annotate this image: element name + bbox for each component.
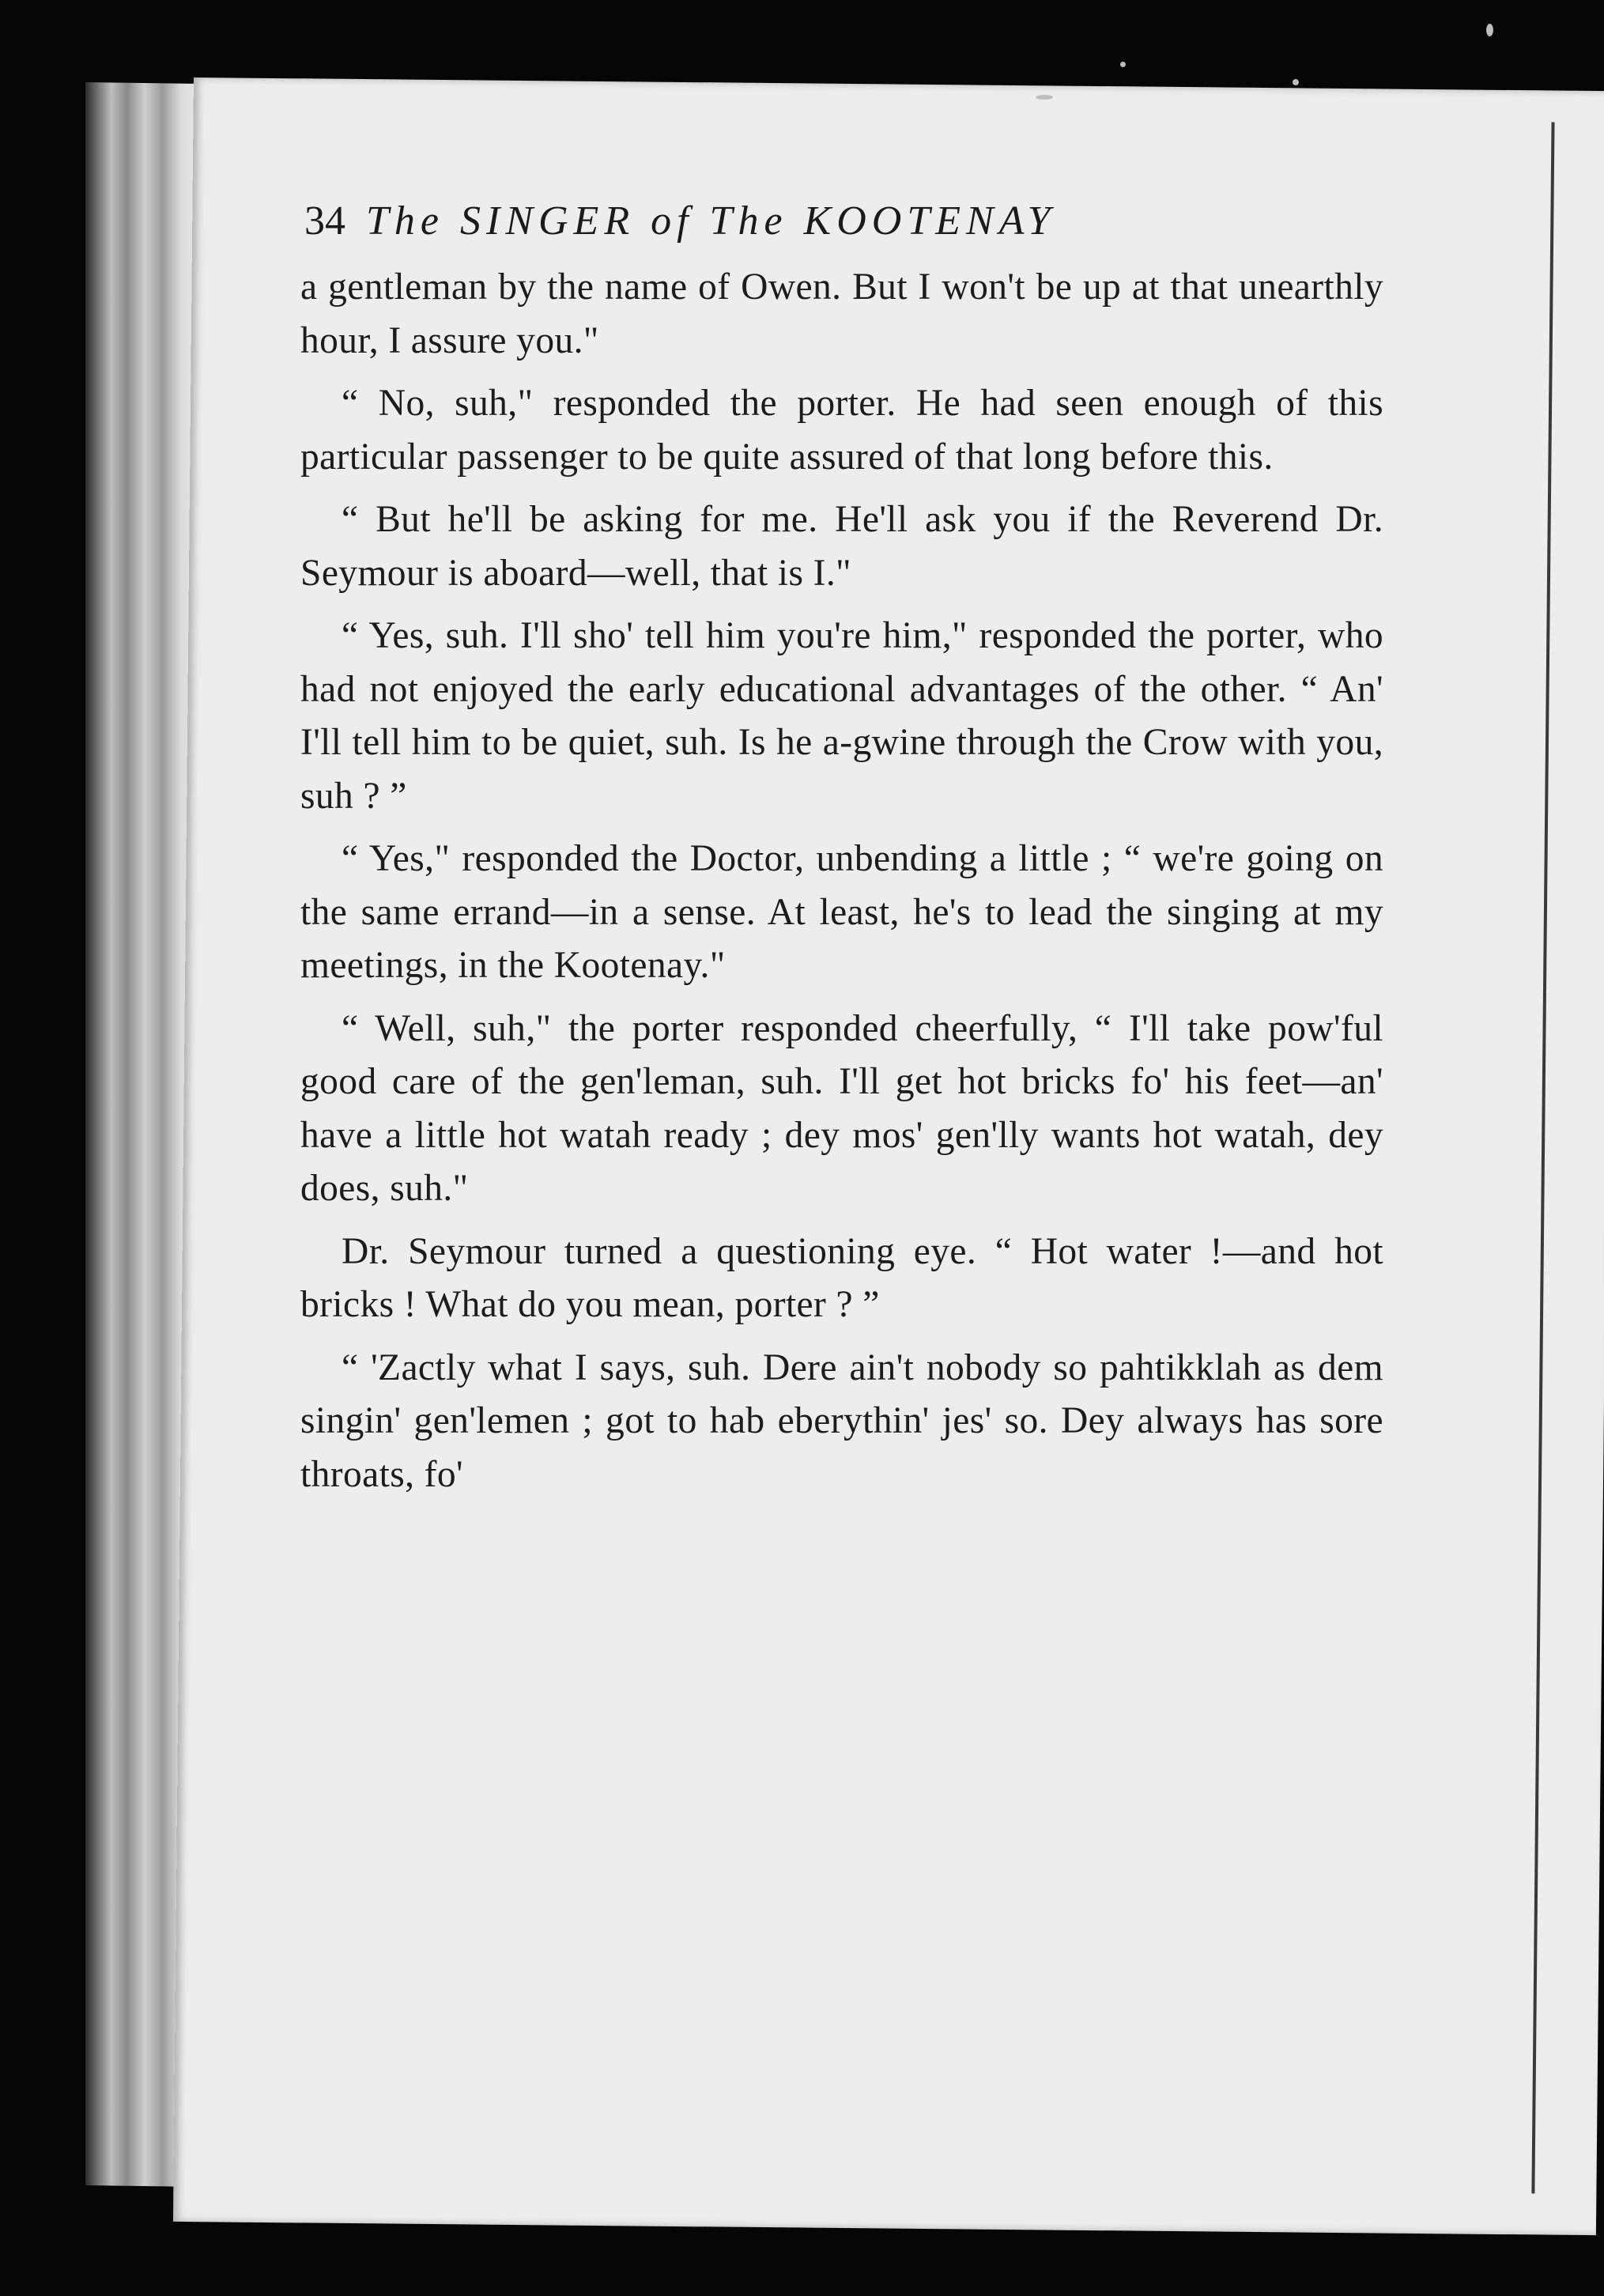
page-gutter-line bbox=[1531, 122, 1554, 2193]
paragraph: a gentleman by the name of Owen. But I won't be up at that unearthly hour, I assure you." bbox=[300, 266, 1383, 361]
dust-speck bbox=[1486, 24, 1493, 36]
paragraph: “ Yes, suh. I'll sho' tell him you're him," responded the porter, who had not enjoyed the early educational advantages of the other. “ An' I'll tell him to be quiet, suh. Is he a-gwine through the Crow with you, suh ? ” bbox=[300, 615, 1383, 817]
running-header bbox=[304, 198, 1056, 244]
paragraph: “ 'Zactly what I says, suh. Dere ain't nobody so pahtikklah as dem singin' gen'lemen ; got to hab eberythin' jes' so. Dey always has sore throats, fo' bbox=[300, 1346, 1383, 1495]
paragraph: “ Well, suh," the porter responded cheerfully, “ I'll take pow'ful good care of the gen'leman, suh. I'll get hot bricks fo' his feet—an' have a little hot watah ready ; dey mos' gen'lly wants hot watah, dey does, suh." bbox=[300, 1007, 1383, 1209]
body-text bbox=[300, 261, 1383, 1511]
dust-speck bbox=[1036, 95, 1053, 100]
page-number: 34 bbox=[304, 198, 345, 244]
dust-speck bbox=[1120, 62, 1126, 67]
paragraph: “ Yes," responded the Doctor, unbending a little ; “ we're going on the same errand—in a sense. At least, he's to lead the singing at my meetings, in the Kootenay." bbox=[300, 838, 1383, 986]
paragraph: “ But he'll be asking for me. He'll ask you if the Reverend Dr. Seymour is aboard—well, that is I." bbox=[300, 499, 1383, 594]
paragraph: Dr. Seymour turned a questioning eye. “ Hot water !—and hot bricks ! What do you mean, porter ? ” bbox=[300, 1230, 1383, 1325]
dust-speck bbox=[1293, 79, 1299, 85]
paragraph: “ No, suh," responded the porter. He had seen enough of this particular passenger to be quite assured of that long before this. bbox=[300, 383, 1383, 478]
running-title: The SINGER of The KOOTENAY bbox=[366, 198, 1056, 244]
